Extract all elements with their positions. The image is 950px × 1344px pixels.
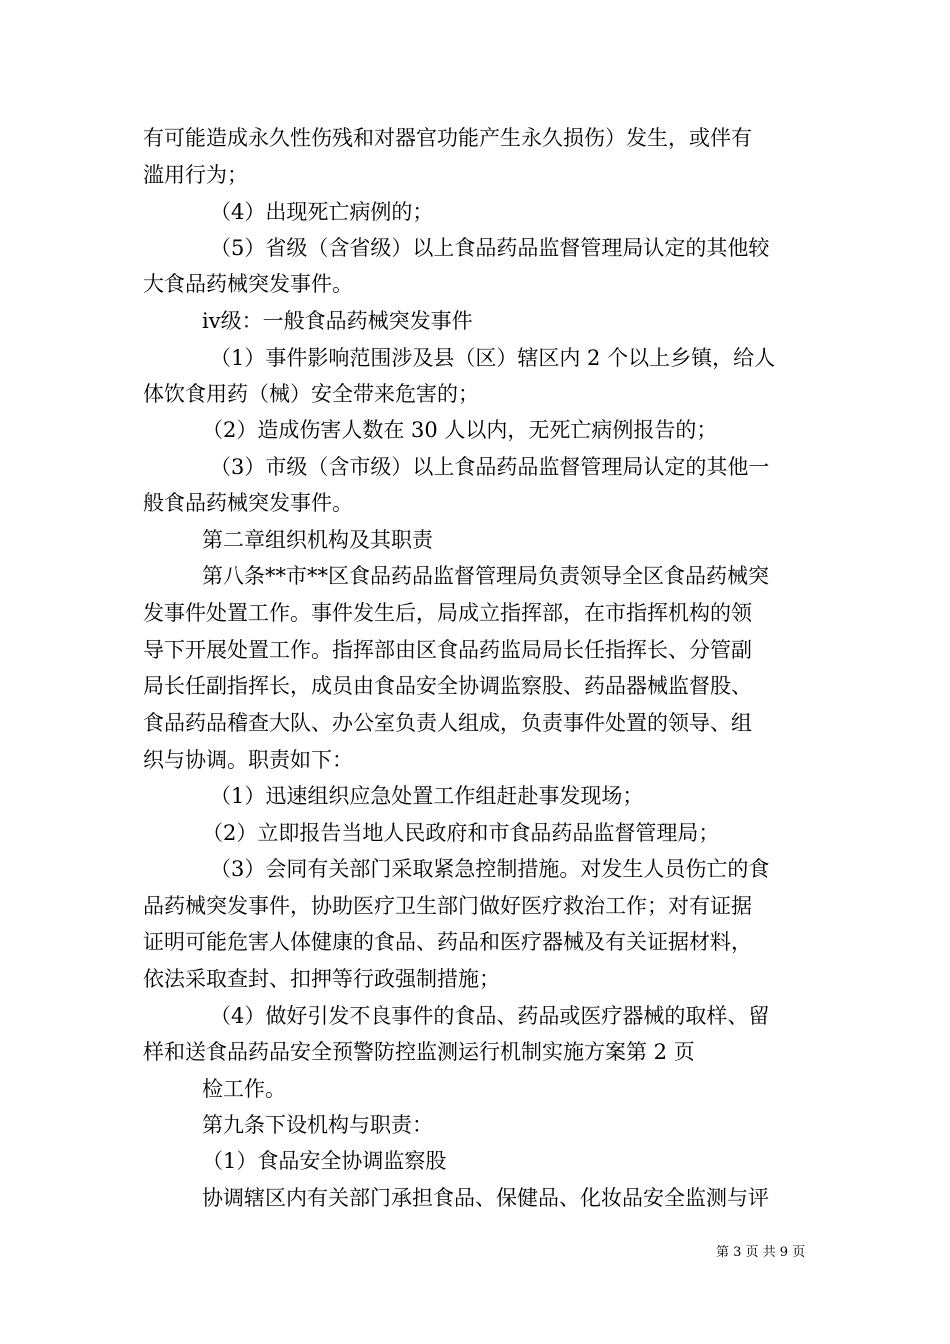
text-line: 协调辖区内有关部门承担食品、保健品、化妆品安全监测与评 bbox=[202, 1186, 769, 1210]
text-line: 导下开展处置工作。指挥部由区食品药监局局长任指挥长、分管副 bbox=[143, 638, 752, 662]
text-line: 样和送食品药品安全预警防控监测运行机制实施方案第 2 页 bbox=[143, 1040, 695, 1064]
text-line: 般食品药械突发事件。 bbox=[143, 491, 353, 515]
text-line: （5）省级（含省级）以上食品药品监督管理局认定的其他较 bbox=[210, 236, 770, 260]
text-line: 体饮食用药（械）安全带来危害的； bbox=[143, 382, 479, 406]
text-line: （4）出现死亡病例的； bbox=[210, 200, 434, 224]
text-line: 织与协调。职责如下： bbox=[143, 748, 353, 772]
text-line: （2）立即报告当地人民政府和市食品药品监督管理局； bbox=[202, 821, 720, 845]
text-line: （3）市级（含市级）以上食品药品监督管理局认定的其他一 bbox=[210, 455, 770, 479]
text-line: （1）事件影响范围涉及县（区）辖区内 2 个以上乡镇，给人 bbox=[210, 346, 776, 370]
text-line: 食品药品稽查大队、办公室负责人组成，负责事件处置的领导、组 bbox=[143, 711, 752, 735]
text-line: 第八条**市**区食品药品监督管理局负责领导全区食品药械突 bbox=[202, 564, 769, 588]
text-line: 滥用行为； bbox=[143, 163, 248, 187]
text-line: 局长任副指挥长，成员由食品安全协调监察股、药品器械监督股、 bbox=[143, 674, 752, 698]
text-line: （3）会同有关部门采取紧急控制措施。对发生人员伤亡的食 bbox=[210, 857, 770, 881]
text-line: （1）迅速组织应急处置工作组赶赴事发现场； bbox=[210, 784, 644, 808]
text-line: （2）造成伤害人数在 30 人以内，无死亡病例报告的； bbox=[202, 418, 718, 442]
text-line: （1）食品安全协调监察股 bbox=[202, 1149, 447, 1173]
text-line: 证明可能危害人体健康的食品、药品和医疗器械及有关证据材料， bbox=[143, 930, 752, 954]
text-line: 第九条下设机构与职责： bbox=[202, 1113, 433, 1137]
text-line: 大食品药械突发事件。 bbox=[143, 272, 353, 296]
text-line: ⅳ级：一般食品药械突发事件 bbox=[202, 309, 473, 333]
text-line: 检工作。 bbox=[202, 1077, 286, 1101]
page-number-footer: 第 3 页 共 9 页 bbox=[716, 1245, 806, 1260]
text-line: 品药械突发事件，协助医疗卫生部门做好医疗救治工作；对有证据 bbox=[143, 894, 752, 918]
text-line: （4）做好引发不良事件的食品、药品或医疗器械的取样、留 bbox=[210, 1004, 770, 1028]
text-line: 发事件处置工作。事件发生后，局成立指挥部，在市指挥机构的领 bbox=[143, 601, 752, 625]
chapter-heading: 第二章组织机构及其职责 bbox=[202, 528, 433, 552]
text-line: 有可能造成永久性伤残和对器官功能产生永久损伤）发生，或伴有 bbox=[143, 126, 752, 150]
text-line: 依法采取查封、扣押等行政强制措施； bbox=[143, 967, 500, 991]
